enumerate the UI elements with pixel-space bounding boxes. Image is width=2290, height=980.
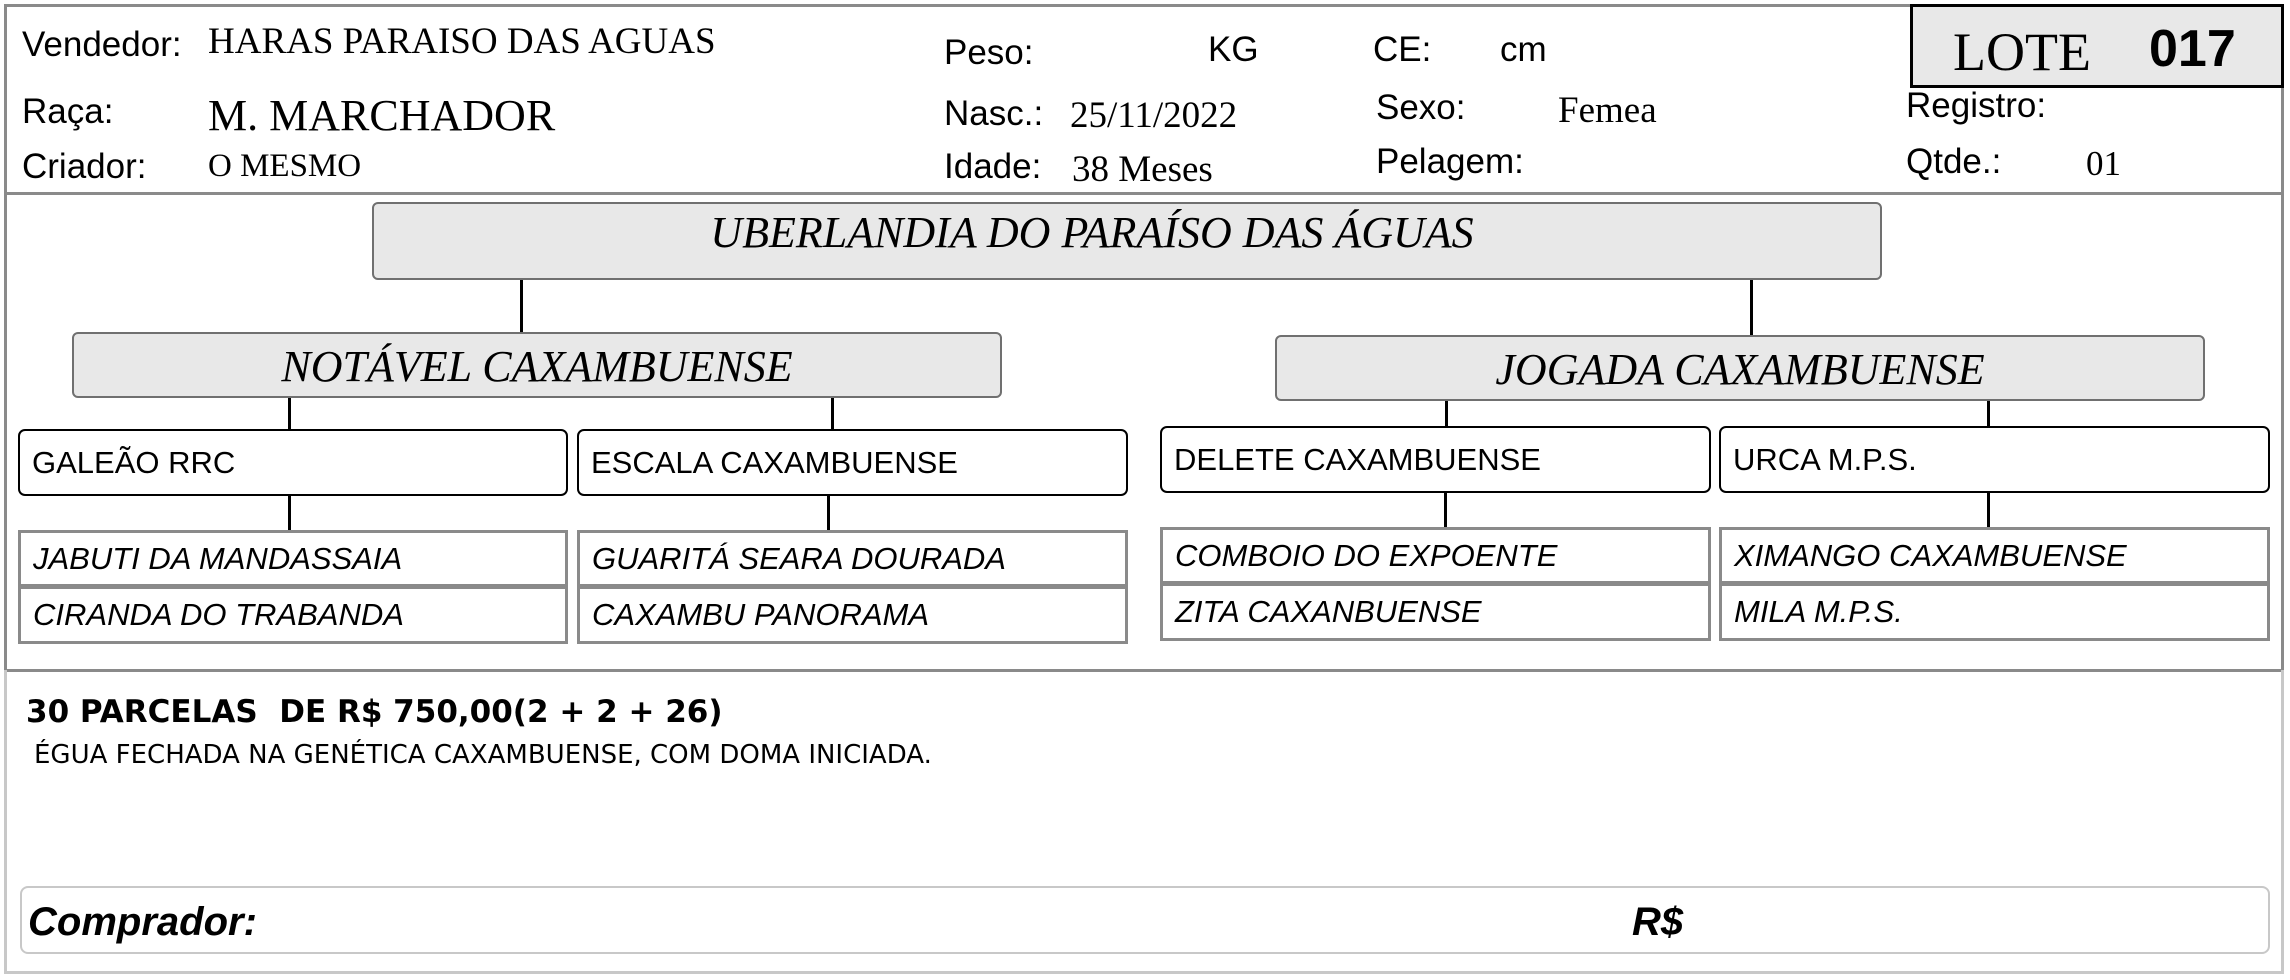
pedigree-parent-left-name: NOTÁVEL CAXAMBUENSE (281, 342, 793, 391)
peso-label: Peso: (944, 33, 1034, 72)
ce-label: CE: (1373, 30, 1432, 69)
sexo-label: Sexo: (1376, 88, 1466, 127)
criador-label: Criador: (22, 147, 147, 186)
idade-value: 38 Meses (1072, 149, 1213, 190)
peso-unit: KG (1208, 30, 1259, 69)
pedigree-ggp-4b-name: MILA M.P.S. (1734, 594, 1903, 629)
description-text: ÉGUA FECHADA NA GENÉTICA CAXAMBUENSE, COM DOMA INICIADA. (34, 740, 932, 770)
qtde-label: Qtde.: (1906, 142, 2002, 181)
pedigree-sire-name: UBERLANDIA DO PARAÍSO DAS ÁGUAS (710, 208, 1474, 257)
vendedor-value: HARAS PARAISO DAS AGUAS (208, 21, 716, 62)
raca-label: Raça: (22, 92, 114, 131)
connector (827, 496, 830, 530)
vendedor-label: Vendedor: (22, 25, 182, 64)
comprador-label: Comprador: (28, 900, 257, 944)
pedigree-gp-1 (18, 429, 568, 496)
connector (1987, 493, 1990, 529)
connector (1750, 280, 1753, 336)
pedigree-ggp-4a-name: XIMANGO CAXAMBUENSE (1734, 537, 2127, 573)
nasc-value: 25/11/2022 (1070, 95, 1238, 136)
idade-label: Idade: (944, 147, 1042, 186)
connector (520, 280, 523, 332)
pedigree-ggp-3a (1160, 527, 1711, 584)
pedigree-ggp-2a (577, 530, 1128, 587)
connector (288, 496, 291, 530)
pedigree-ggp-2b-name: CAXAMBU PANORAMA (592, 597, 930, 632)
pedigree-ggp-2a-name: GUARITÁ SEARA DOURADA (592, 540, 1006, 576)
connector (288, 398, 291, 430)
pedigree-ggp-1b (18, 586, 568, 644)
pedigree-ggp-1b-name: CIRANDA DO TRABANDA (33, 597, 404, 632)
lote-number: 017 (2149, 20, 2236, 78)
pedigree-gp-1-name: GALEÃO RRC (32, 444, 236, 480)
nasc-label: Nasc.: (944, 94, 1044, 133)
connector (1445, 401, 1448, 429)
pedigree-gp-2 (577, 429, 1128, 496)
pedigree-sire (372, 202, 1882, 280)
parcelas-text: 30 PARCELAS DE R$ 750,00(2 + 2 + 26) (26, 694, 723, 730)
currency-label: R$ (1632, 900, 1684, 944)
ce-unit: cm (1500, 30, 1547, 69)
pedigree-gp-4-name: URCA M.P.S. (1733, 441, 1917, 477)
connector (831, 398, 834, 430)
pedigree-ggp-4a (1719, 527, 2270, 584)
lote-box (1910, 4, 2284, 88)
criador-value: O MESMO (208, 148, 362, 184)
pedigree-parent-right (1275, 335, 2205, 401)
pedigree-ggp-1a (18, 530, 568, 587)
comprador-field[interactable] (20, 886, 2270, 954)
pelagem-label: Pelagem: (1376, 142, 1524, 181)
pedigree-ggp-3b-name: ZITA CAXANBUENSE (1175, 594, 1482, 629)
pedigree-ggp-3b (1160, 583, 1711, 641)
pedigree-ggp-1a-name: JABUTI DA MANDASSAIA (33, 540, 403, 576)
raca-value: M. MARCHADOR (208, 91, 556, 140)
pedigree-gp-3-name: DELETE CAXAMBUENSE (1174, 441, 1541, 477)
pedigree-parent-right-name: JOGADA CAXAMBUENSE (1495, 345, 1985, 394)
pedigree-gp-4 (1719, 426, 2270, 493)
pedigree-ggp-4b (1719, 583, 2270, 641)
pedigree-gp-3 (1160, 426, 1711, 493)
pedigree-parent-left (72, 332, 1002, 398)
qtde-value: 01 (2086, 144, 2121, 183)
lote-label: LOTE (1953, 22, 2091, 82)
pedigree-ggp-2b (577, 586, 1128, 644)
connector (1444, 493, 1447, 529)
connector (1987, 401, 1990, 429)
sexo-value: Femea (1558, 90, 1657, 131)
pedigree-gp-2-name: ESCALA CAXAMBUENSE (591, 444, 958, 480)
registro-label: Registro: (1906, 86, 2047, 125)
pedigree-ggp-3a-name: COMBOIO DO EXPOENTE (1175, 537, 1558, 573)
